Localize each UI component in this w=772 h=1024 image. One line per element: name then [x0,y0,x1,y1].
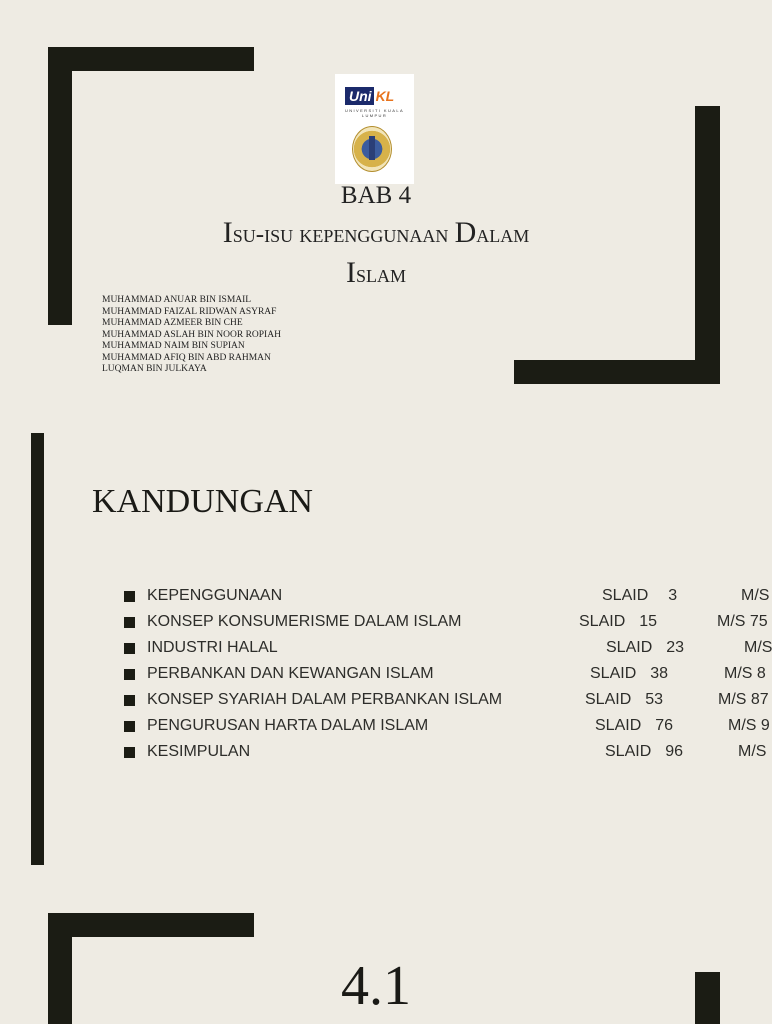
toc-item-slide-number: 53 [645,691,664,708]
author-name: MUHAMMAD NAIM BIN SUPIAN [102,341,245,351]
contents-slide [0,420,772,890]
author-name: MUHAMMAD AZMEER BIN CHE [102,318,243,328]
author-name: MUHAMMAD ASLAH BIN NOOR ROPIAH [102,329,281,340]
toc-item-label: KEPENGGUNAAN [147,587,283,604]
toc-item [122,687,768,713]
toc-item-slide-ref: SLAID 96 [605,739,683,765]
chapter-label: BAB 4 [340,182,412,209]
toc-item-label: PERBANKAN DAN KEWANGAN ISLAM [147,665,434,682]
slide-title-line-1: Isu-isu kepenggunaan Dalam [222,216,530,249]
section-slide [0,900,768,1024]
section-number: 4.1 [341,955,411,1017]
square-bullet-icon [124,643,135,654]
toc-item-page: M/S 9 [728,717,770,734]
corner-frame-bottom-right-horizontal [514,360,720,384]
toc-item-slide-ref: SLAID 76 [595,713,673,739]
toc-item-page: M/S 87 [718,691,769,708]
toc-item-page: M/S 8 [724,665,766,682]
toc-item-page: M/S [744,639,772,656]
toc-item [122,583,768,609]
toc-item-page: M/S [741,587,770,604]
corner-frame-top-left-horizontal [48,913,254,937]
toc-item-slide-number: 3 [668,587,678,604]
author-list [102,295,281,376]
square-bullet-icon [124,591,135,602]
toc-item-label: KESIMPULAN [147,743,251,760]
toc-item-slide-number: 76 [655,717,674,734]
unikl-logo [335,74,414,184]
corner-frame-top-left-horizontal [48,47,254,71]
university-name: UNIVERSITI KUALA LUMPUR [344,108,405,118]
toc-item-slide-number: 38 [650,665,669,682]
toc-item-page: M/S [738,743,767,760]
toc-item-label: INDUSTRI HALAL [147,639,278,656]
square-bullet-icon [124,695,135,706]
square-bullet-icon [124,747,135,758]
university-crest-icon [352,126,392,172]
toc-item-label: PENGURUSAN HARTA DALAM ISLAM [147,717,429,734]
title-slide [0,0,768,410]
unikl-wordmark [345,87,405,105]
toc-item-label: KONSEP KONSUMERISME DALAM ISLAM [147,613,462,630]
left-accent-bar [31,433,44,865]
toc-item-slide-ref: SLAID 15 [579,609,657,635]
table-of-contents [122,583,772,765]
toc-item [122,609,768,635]
wordmark-uni: Uni [345,87,374,105]
square-bullet-icon [124,669,135,680]
wordmark-kl: KL [375,88,395,104]
author-name: MUHAMMAD FAIZAL RIDWAN ASYRAF [102,306,277,317]
toc-item-slide-ref: SLAID 38 [590,661,668,687]
toc-item-slide-number: 23 [666,639,685,656]
toc-item [122,661,768,687]
square-bullet-icon [124,721,135,732]
author-name: MUHAMMAD ANUAR BIN ISMAIL [102,295,252,305]
toc-item [122,739,768,765]
contents-heading: KANDUNGAN [92,483,313,520]
toc-item-slide-number: 15 [639,613,658,630]
toc-item-slide-number: 96 [665,743,684,760]
square-bullet-icon [124,617,135,628]
toc-item-slide-ref: SLAID 3 [602,583,677,609]
toc-item-slide-ref: SLAID 53 [585,687,663,713]
slide-title-line-2: Islam [345,256,406,289]
author-name: MUHAMMAD AFIQ BIN ABD RAHMAN [102,352,271,363]
author-name: LUQMAN BIN JULKAYA [102,364,207,374]
toc-item [122,713,768,739]
toc-item [122,635,772,661]
toc-item-page: M/S 75 [717,613,768,630]
toc-item-label: KONSEP SYARIAH DALAM PERBANKAN ISLAM [147,691,503,708]
toc-item-slide-ref: SLAID 23 [606,635,684,661]
